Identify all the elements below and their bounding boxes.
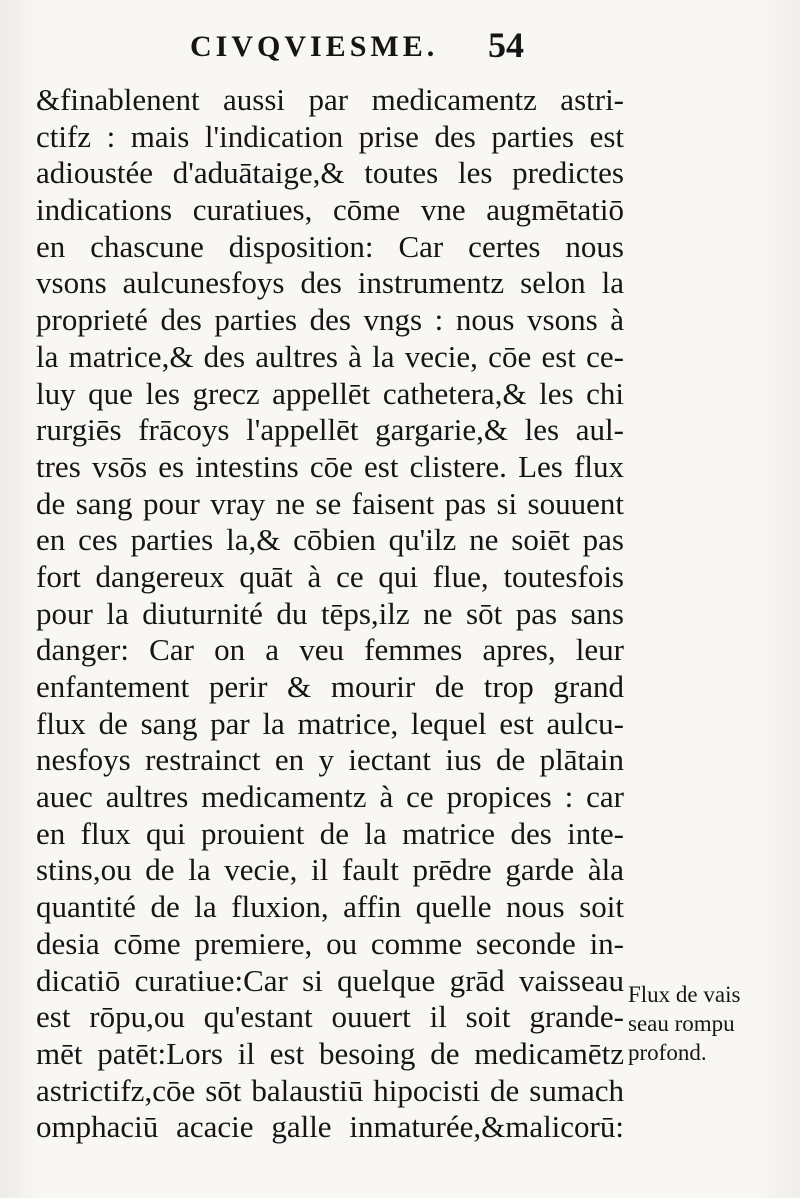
text-line: flux de sang par la matrice, lequel est aulcu- <box>36 705 624 741</box>
text-line: nesfoys restrainct en y iectant ius de plātain <box>36 742 624 778</box>
page-header <box>180 24 540 72</box>
text-line: luy que les grecz appellēt cathetera,& les chi <box>36 375 624 411</box>
marginal-note-line: seau rompu <box>628 1011 735 1036</box>
text-line: la matrice,& des aultres à la vecie, cōe est ce- <box>36 338 624 374</box>
text-line: ctifz : mais l'indication prise des parties est <box>36 118 624 154</box>
text-line: de sang pour vray ne se faisent pas si souuent <box>36 485 624 521</box>
marginal-note <box>628 980 794 1067</box>
text-line: tres vsōs es intestins cōe est clistere. Les flux <box>36 448 624 484</box>
text-line: adioustée d'aduātaige,& toutes les predictes <box>36 155 624 191</box>
text-line: quantité de la fluxion, affin quelle nous soit <box>36 889 624 925</box>
body-text <box>36 82 624 1146</box>
text-line: stins,ou de la vecie, il fault prēdre garde àla <box>36 852 624 888</box>
text-line: indications curatiues, cōme vne augmētatiō <box>36 192 624 228</box>
running-head: CIVQVIESME. <box>190 30 439 63</box>
text-line: danger: Car on a veu femmes apres, leur <box>36 632 624 668</box>
text-line: en ces parties la,& cōbien qu'ilz ne soiēt pas <box>36 522 624 558</box>
text-line: proprieté des parties des vngs : nous vsons à <box>36 302 624 338</box>
text-line: enfantement perir & mourir de trop grand <box>36 669 624 704</box>
text-line: en flux qui prouient de la matrice des inte- <box>36 815 624 851</box>
text-line: fort dangereux quāt à ce qui flue, toutesfois <box>36 558 624 594</box>
text-line: rurgiēs frācoys l'appellēt gargarie,& les aul- <box>36 412 624 448</box>
marginal-note-line: profond. <box>628 1040 707 1065</box>
text-line: vsons aulcunesfoys des instrumentz selon la <box>36 265 624 301</box>
text-line: en chascune disposition: Car certes nous <box>36 228 624 264</box>
text-line: omphaciū acacie galle inmaturée,&malicorū: <box>36 1109 624 1145</box>
text-line: astrictifz,cōe sōt balaustiū hipocisti de sumach <box>36 1072 624 1108</box>
text-line: pour la diuturnité du tēps,ilz ne sōt pas sans <box>36 595 624 631</box>
marginal-note-line: Flux de vais <box>628 982 741 1007</box>
text-line: mēt patēt:Lors il est besoing de medicamētz <box>36 1035 624 1071</box>
text-line: &finablenent aussi par medicamentz astri- <box>36 82 624 117</box>
text-line: desia cōme premiere, ou comme seconde in- <box>36 925 624 961</box>
text-line: auec aultres medicamentz à ce propices : car <box>36 779 624 815</box>
text-line: dicatiō curatiue:Car si quelque grād vaisseau <box>36 962 624 998</box>
text-line: est rōpu,ou qu'estant ouuert il soit grande- <box>36 999 624 1035</box>
page-number: 54 <box>488 25 524 65</box>
